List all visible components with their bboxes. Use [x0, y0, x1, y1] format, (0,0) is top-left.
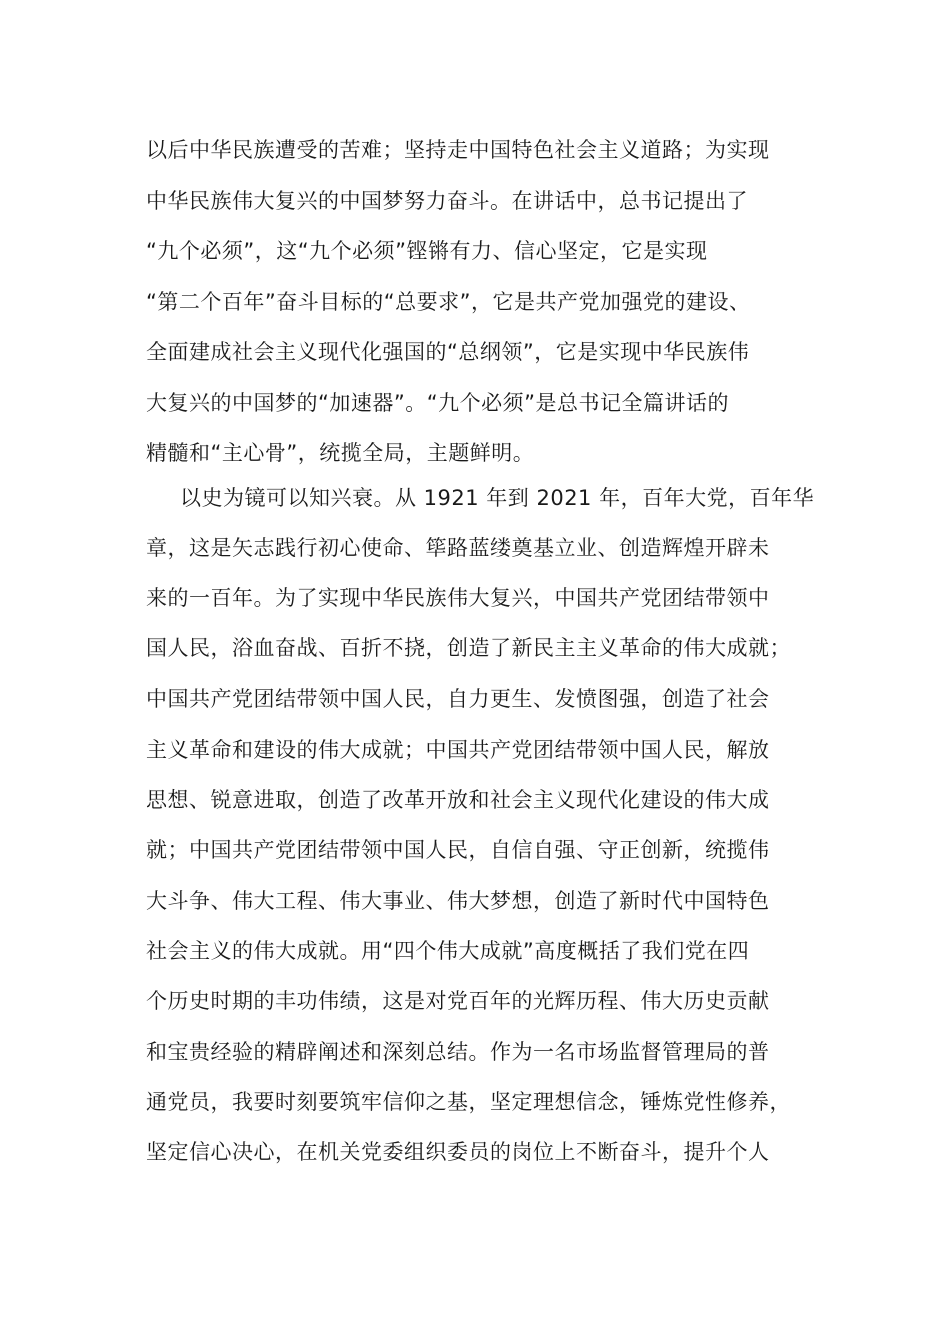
paragraph-line: 以后中华民族遭受的苦难；坚持走中国特色社会主义道路；为实现	[146, 138, 770, 162]
paragraph-line: 主义革命和建设的伟大成就；中国共产党团结带领中国人民，解放	[146, 738, 770, 762]
paragraph-line: 大复兴的中国梦的“加速器”。“九个必须”是总书记全篇讲话的	[146, 391, 730, 415]
paragraph-line: 就；中国共产党团结带领中国人民，自信自强、守正创新，统揽伟	[146, 838, 770, 862]
paragraph-line: 章，这是矢志践行初心使命、筚路蓝缕奠基立业、创造辉煌开辟未	[146, 536, 770, 560]
paragraph-line: 通党员，我要时刻要筑牢信仰之基，坚定理想信念，锤炼党性修养，	[146, 1090, 791, 1114]
paragraph-line: “第二个百年”奋斗目标的“总要求”，它是共产党加强党的建设、	[146, 290, 751, 314]
paragraph-line: 精髓和“主心骨”，统揽全局，主题鲜明。	[146, 441, 535, 465]
paragraph-line: 坚定信心决心，在机关党委组织委员的岗位上不断奋斗，提升个人	[146, 1140, 770, 1164]
paragraph-line: 国人民，浴血奋战、百折不挠，创造了新民主主义革命的伟大成就；	[146, 636, 791, 660]
paragraph-line: 社会主义的伟大成就。用“四个伟大成就”高度概括了我们党在四	[146, 939, 750, 963]
paragraph-line: 思想、锐意进取，创造了改革开放和社会主义现代化建设的伟大成	[146, 788, 770, 812]
paragraph-line: 和宝贵经验的精辟阐述和深刻总结。作为一名市场监督管理局的普	[146, 1040, 770, 1064]
paragraph-line: 中国共产党团结带领中国人民，自力更生、发愤图强，创造了社会	[146, 687, 770, 711]
paragraph-line: “九个必须”，这“九个必须”铿锵有力、信心坚定，它是实现	[146, 239, 708, 263]
paragraph-line: 个历史时期的丰功伟绩，这是对党百年的光辉历程、伟大历史贡献	[146, 989, 770, 1013]
paragraph-line: 来的一百年。为了实现中华民族伟大复兴，中国共产党团结带领中	[146, 586, 770, 610]
paragraph-line: 全面建成社会主义现代化强国的“总纲领”，它是实现中华民族伟	[146, 340, 750, 364]
paragraph-line: 以史为镜可以知兴衰。从 1921 年到 2021 年，百年大党，百年华	[180, 486, 815, 510]
paragraph-line: 大斗争、伟大工程、伟大事业、伟大梦想，创造了新时代中国特色	[146, 889, 770, 913]
paragraph-1	[146, 140, 811, 470]
paragraph-line: 中华民族伟大复兴的中国梦努力奋斗。在讲话中，总书记提出了	[146, 189, 748, 213]
paragraph-2	[146, 486, 815, 1168]
